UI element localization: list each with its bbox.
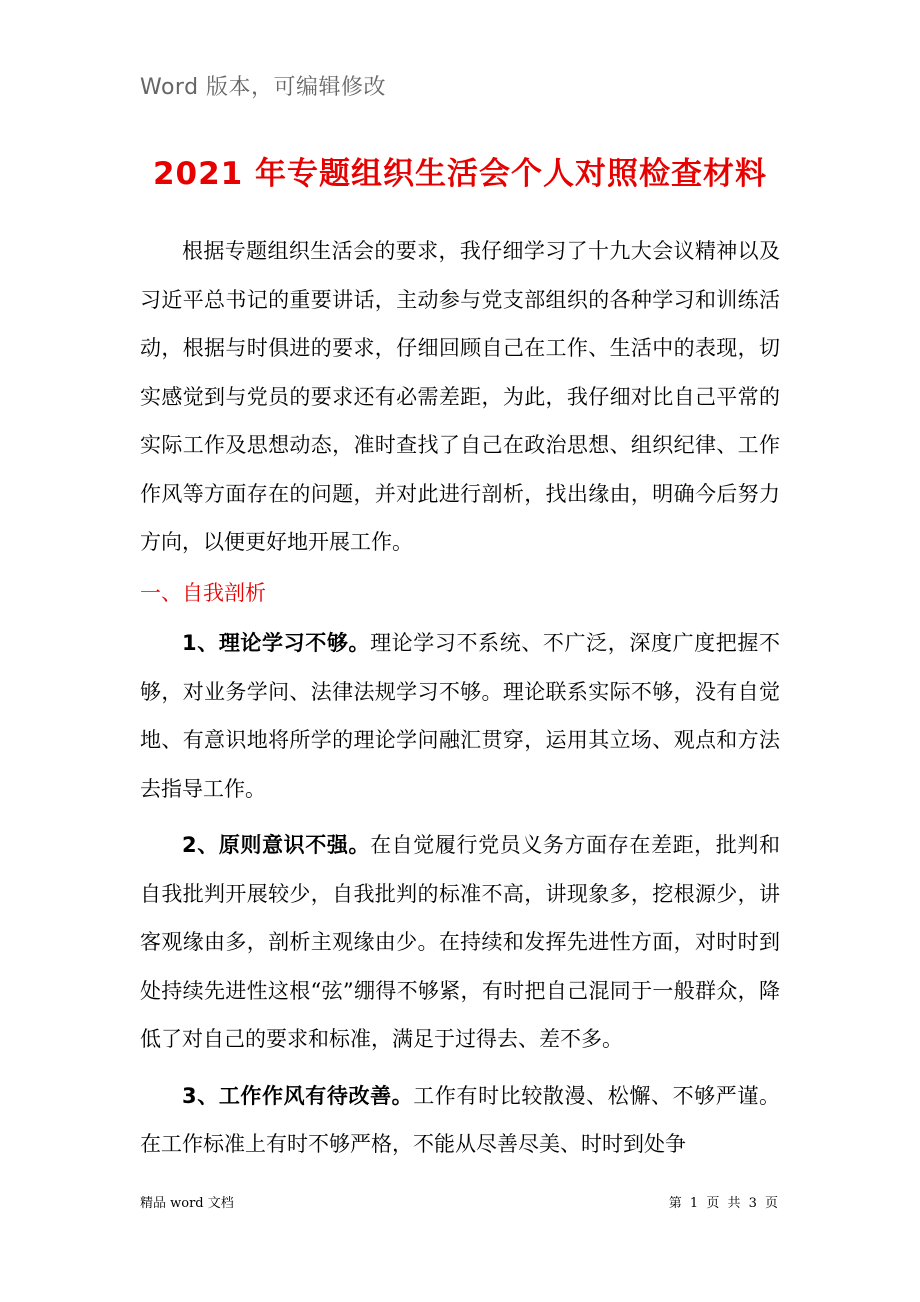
item-paragraph-2 [140,821,780,1064]
document-title: 2021 年专题组织生活会个人对照检查材料 [152,156,768,192]
item-text-2: 在自觉履行党员义务方面存在差距，批判和自我批判开展较少，自我批判的标准不高，讲现象多，挖根源少，讲客观缘由多，剖析主观缘由少。在持续和发挥先进性方面，对时时到处持续先进性这根“弦”绷得不够紧，有时把自己混同于一般群众，降低了对自己的要求和标准，满足于过得去、差不多。 [140,833,780,1051]
footer-left-text: 精品 word 文档 [140,1196,234,1211]
item-text-1: 理论学习不系统、不广泛，深度广度把握不够，对业务学问、法律法规学习不够。理论联系实际不够，没有自觉地、有意识地将所学的理论学问融汇贯穿，运用其立场、观点和方法去指导工作。 [140,631,780,801]
item-title-2: 2、原则意识不强。 [182,833,371,857]
item-title-3: 3、工作作风有待改善。 [182,1083,414,1108]
section-heading: 一、自我剖析 [140,580,266,605]
watermark-text: Word 版本，可编辑修改 [140,75,387,100]
item-paragraph-1 [140,619,780,813]
intro-paragraph: 根据专题组织生活会的要求，我仔细学习了十九大会议精神以及习近平总书记的重要讲话，主动参与党支部组织的各种学习和训练活动，根据与时俱进的要求，仔细回顾自己在工作、生活中的表现，切实感觉到与党员的要求还有必需差距，为此，我仔细对比自己平常的实际工作及思想动态，准时查找了自己在政治思想、组织纪律、工作作风等方面存在的问题，并对此进行剖析，找出缘由，明确今后努力方向，以便更好地开展工作。 [140,239,780,554]
document-body [140,227,780,1171]
item-title-1: 1、理论学习不够。 [182,631,371,655]
page-number: 第 1 页 共 3 页 [668,1196,780,1211]
item-text-3: 工作有时比较散漫、松懈、不够严谨。在工作标准上有时不够严格，不能从尽善尽美、时时到处争 [140,1083,780,1156]
item-paragraph-3 [140,1072,780,1169]
